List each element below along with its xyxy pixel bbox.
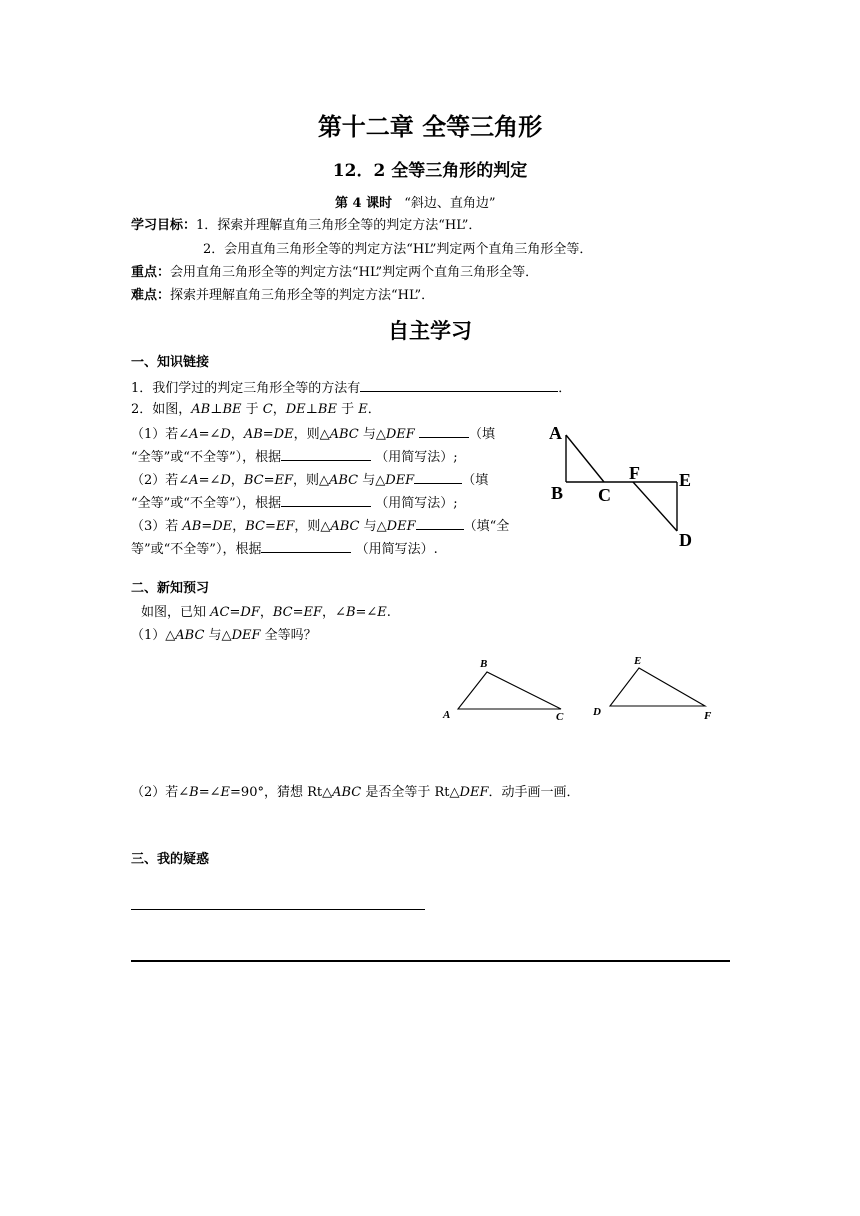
label-A: A	[549, 423, 562, 443]
text: 是否全等于 Rt△	[361, 785, 460, 800]
label-C: C	[598, 485, 611, 505]
s1-part3-line1	[131, 516, 509, 536]
var: D	[220, 427, 231, 442]
text: =	[262, 427, 274, 442]
var: DEF	[385, 473, 415, 488]
answer-blank[interactable]	[419, 424, 469, 438]
self-study-heading: 自主学习	[388, 319, 472, 343]
s1-part1-line1	[131, 424, 495, 444]
text: 与△	[204, 628, 232, 643]
text: （2）若∠	[131, 785, 190, 800]
key-point-text: 会用直角三角形全等的判定方法“HL”判定两个直角三角形全等．	[170, 265, 539, 280]
section1-heading: 一、知识链接	[131, 355, 210, 370]
text: ．动手画一画．	[488, 785, 580, 800]
var: DEF	[231, 628, 261, 643]
text: ，则△	[292, 473, 329, 488]
text: 于	[241, 402, 263, 417]
label-E: E	[679, 470, 692, 490]
text: “全等”或“不全等”），根据	[131, 450, 282, 465]
text: ⊥	[210, 402, 223, 417]
text: ，则△	[294, 519, 331, 534]
var: AB	[243, 427, 263, 442]
text: ，	[272, 402, 286, 417]
var: DEF	[459, 785, 489, 800]
var: E	[220, 785, 231, 800]
text: 2．如图，	[131, 402, 192, 417]
text: =	[264, 519, 276, 534]
var: EF	[303, 605, 323, 620]
var: A	[189, 427, 199, 442]
chapter-title: 第十二章 全等三角形	[317, 112, 543, 141]
difficult-point-text: 探索并理解直角三角形全等的判定方法“HL”．	[170, 288, 435, 303]
text: =	[292, 605, 304, 620]
var: EF	[274, 473, 293, 488]
answer-blank[interactable]	[281, 447, 371, 461]
text: （填	[468, 427, 495, 442]
text: =∠	[198, 785, 221, 800]
segment-FD	[633, 482, 677, 531]
var: E	[377, 605, 387, 620]
text: ，则△	[293, 427, 330, 442]
text: =∠	[355, 605, 378, 620]
var: DE	[285, 402, 306, 417]
var: BC	[243, 473, 264, 488]
var: AC	[210, 605, 230, 620]
text: （1）△	[131, 628, 176, 643]
text: ，	[232, 519, 246, 534]
var: ABC	[329, 427, 359, 442]
lesson-topic: “斜边、直角边”	[404, 196, 496, 211]
text: 与△	[358, 473, 386, 488]
var: E	[358, 402, 368, 417]
s1-part2-line1	[131, 470, 488, 490]
goal-item-1: 1．探索并理解直角三角形全等的判定方法“HL”．	[196, 218, 482, 233]
answer-blank[interactable]	[261, 539, 351, 553]
figure-2-diagram	[430, 650, 730, 730]
var: AB	[182, 519, 202, 534]
var: DE	[273, 427, 294, 442]
triangle-DEF	[610, 668, 705, 706]
triangle-ABC	[458, 672, 561, 709]
text: ，	[230, 427, 244, 442]
var: EF	[275, 519, 295, 534]
var: AB	[191, 402, 211, 417]
label-B: B	[551, 483, 564, 503]
var: DEF	[385, 427, 415, 442]
difficult-point	[131, 287, 434, 305]
var: DF	[240, 605, 260, 620]
goal-line-1	[131, 217, 481, 235]
var: ABC	[330, 519, 360, 534]
label-A: A	[443, 709, 451, 721]
s1-q1-text: 1．我们学过的判定三角形全等的方法有	[131, 381, 361, 396]
text: ．	[367, 402, 381, 417]
var: D	[220, 473, 231, 488]
s1-question-1	[131, 378, 571, 398]
text: =	[201, 519, 213, 534]
figure-1-diagram	[540, 418, 710, 558]
s2-question-2	[131, 784, 579, 802]
label-C: C	[556, 711, 564, 723]
text: （用简写法）.	[355, 542, 438, 557]
answer-blank[interactable]	[416, 516, 464, 530]
text: ⊥	[305, 402, 318, 417]
text: =∠	[198, 427, 221, 442]
doubt-answer-line-dark	[131, 909, 403, 910]
section2-heading: 二、新知预习	[131, 581, 210, 596]
text: （2）若∠	[131, 473, 190, 488]
label-D: D	[593, 706, 601, 718]
lesson-subtitle	[335, 195, 496, 213]
text: 于	[336, 402, 359, 417]
difficult-point-label: 难点：	[131, 288, 171, 303]
var: ABC	[328, 473, 359, 488]
goals-label: 学习目标：	[131, 218, 197, 233]
label-D: D	[679, 530, 692, 550]
text: 等”或“不全等”），根据	[131, 542, 262, 557]
text: ，	[259, 605, 273, 620]
text: ，∠	[322, 605, 346, 620]
section-title: 12．2 全等三角形的判定	[332, 161, 528, 181]
var: BC	[272, 605, 293, 620]
lesson-label: 第 4 课时	[335, 196, 393, 211]
var: DE	[212, 519, 233, 534]
s1-q1-end: ．	[558, 381, 572, 396]
text: .	[386, 605, 391, 620]
text: =∠	[198, 473, 221, 488]
text: （1）若∠	[131, 427, 190, 442]
s2-question-1	[131, 627, 317, 645]
text: 与△	[358, 427, 386, 442]
text: （用简写法）;	[375, 496, 458, 511]
var: B	[189, 785, 199, 800]
text: （填“全	[463, 519, 510, 534]
goal-item-2: 2．会用直角三角形全等的判定方法“HL”判定两个直角三角形全等．	[203, 242, 593, 257]
s1-part1-line2	[131, 447, 458, 467]
var: A	[189, 473, 199, 488]
text: 与△	[359, 519, 387, 534]
var: C	[262, 402, 273, 417]
var: ABC	[175, 628, 205, 643]
var: DEF	[386, 519, 416, 534]
text: =90°，猜想 Rt△	[230, 785, 333, 800]
answer-blank[interactable]	[360, 378, 558, 392]
answer-blank[interactable]	[414, 470, 462, 484]
label-E: E	[634, 655, 642, 667]
key-point-label: 重点：	[131, 265, 171, 280]
text: ，	[230, 473, 244, 488]
goal-line-2	[203, 241, 592, 259]
text: （3）若	[131, 519, 183, 534]
label-F: F	[629, 463, 640, 483]
text: =	[263, 473, 275, 488]
text: “全等”或“不全等”），根据	[131, 496, 282, 511]
s1-part3-line2	[131, 539, 438, 559]
text: 如图，已知	[141, 605, 211, 620]
text: （用简写法）;	[375, 450, 458, 465]
var: BE	[222, 402, 242, 417]
segment-AC	[566, 435, 604, 482]
key-point	[131, 264, 538, 282]
label-F: F	[704, 710, 712, 722]
text: 全等吗？	[260, 628, 317, 643]
var: BC	[245, 519, 265, 534]
s2-intro	[141, 604, 391, 622]
label-B: B	[480, 658, 488, 670]
section3-heading: 三、我的疑惑	[131, 852, 210, 867]
var: ABC	[332, 785, 362, 800]
text: =	[229, 605, 241, 620]
section-divider	[131, 960, 730, 962]
s1-question-2	[131, 401, 381, 419]
var: B	[345, 605, 356, 620]
var: BE	[317, 402, 337, 417]
answer-blank[interactable]	[281, 493, 371, 507]
s1-part2-line2	[131, 493, 458, 513]
text: （填	[462, 473, 489, 488]
